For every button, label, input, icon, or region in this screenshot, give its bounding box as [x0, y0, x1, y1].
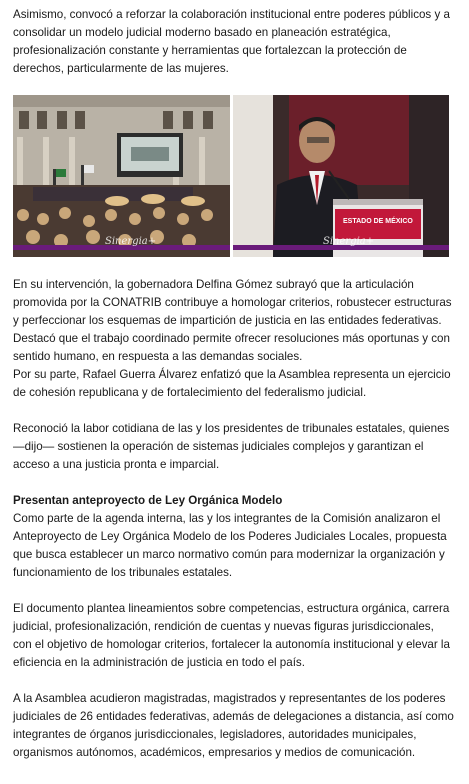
paragraph-recognition: Reconoció la labor cotidiana de las y los presidentes de tribunales estatales, quienes —dijo— sostienen la operación de sistemas judiciales complejos y garantizan el acceso a una justicia pronta e imparcial.: [13, 422, 450, 471]
paragraph-documento: El documento plantea lineamientos sobre competencias, estructura orgánica, carrera judicial, profesionalización, rendición de cuentas y nuevas figuras jurisdiccionales, con el objetivo de homologar criterios, fortalecer la autonomía institucional y elevar la eficiencia en la administración de justicia en todo el país.: [13, 602, 450, 669]
event-photo-plaza: [13, 95, 230, 257]
photo-watermark: Sinergia+: [323, 236, 375, 247]
paragraph-guerra: Por su parte, Rafael Guerra Álvarez enfatizó que la Asamblea representa un ejercicio de cohesión republicana y de fortalecimiento del federalismo judicial.: [13, 368, 451, 399]
photo-watermark: Sinergia+: [105, 236, 157, 247]
podium-banner-text: ESTADO DE MÉXICO: [343, 218, 413, 225]
section-heading: Presentan anteproyecto de Ley Orgánica Modelo: [13, 494, 283, 507]
paragraph-governor: En su intervención, la gobernadora Delfina Gómez subrayó que la articulación promovida por la CONATRIB contribuye a homologar criterios, robustecer estructuras y perfeccionar los esquemas de impartición de justicia en las entidades federativas. Destacó que el trabajo coordinado permite ofrecer resoluciones más oportunas y con sentido humano, en respuesta a las demandas sociales.: [13, 278, 452, 363]
paragraph-anteproyecto: Como parte de la agenda interna, las y los integrantes de la Comisión analizaron el Anteproyecto de Ley Orgánica Modelo de los Poderes Judiciales Locales, propuesta que busca establecer un marco normativo común para modernizar la organización y funcionamiento de los tribunales estatales.: [13, 512, 447, 579]
speaker-photo-podium: [233, 95, 449, 257]
paragraph-intro: Asimismo, convocó a reforzar la colaboración institucional entre poderes públicos y a consolidar un modelo judicial moderno basado en planeación estratégica, profesionalización constante y herramientas que fortalezcan la protección de derechos, particularmente de las mujeres.: [13, 8, 450, 75]
paragraph-asistentes: A la Asamblea acudieron magistradas, magistrados y representantes de los poderes judiciales de 26 entidades federativas, además de delegaciones a distancia, así como integrantes de órganos jurisdiccionales, legisladores, autoridades municipales, organismos autónomos, académicos, empresarios y medios de comunicación.: [13, 692, 454, 759]
